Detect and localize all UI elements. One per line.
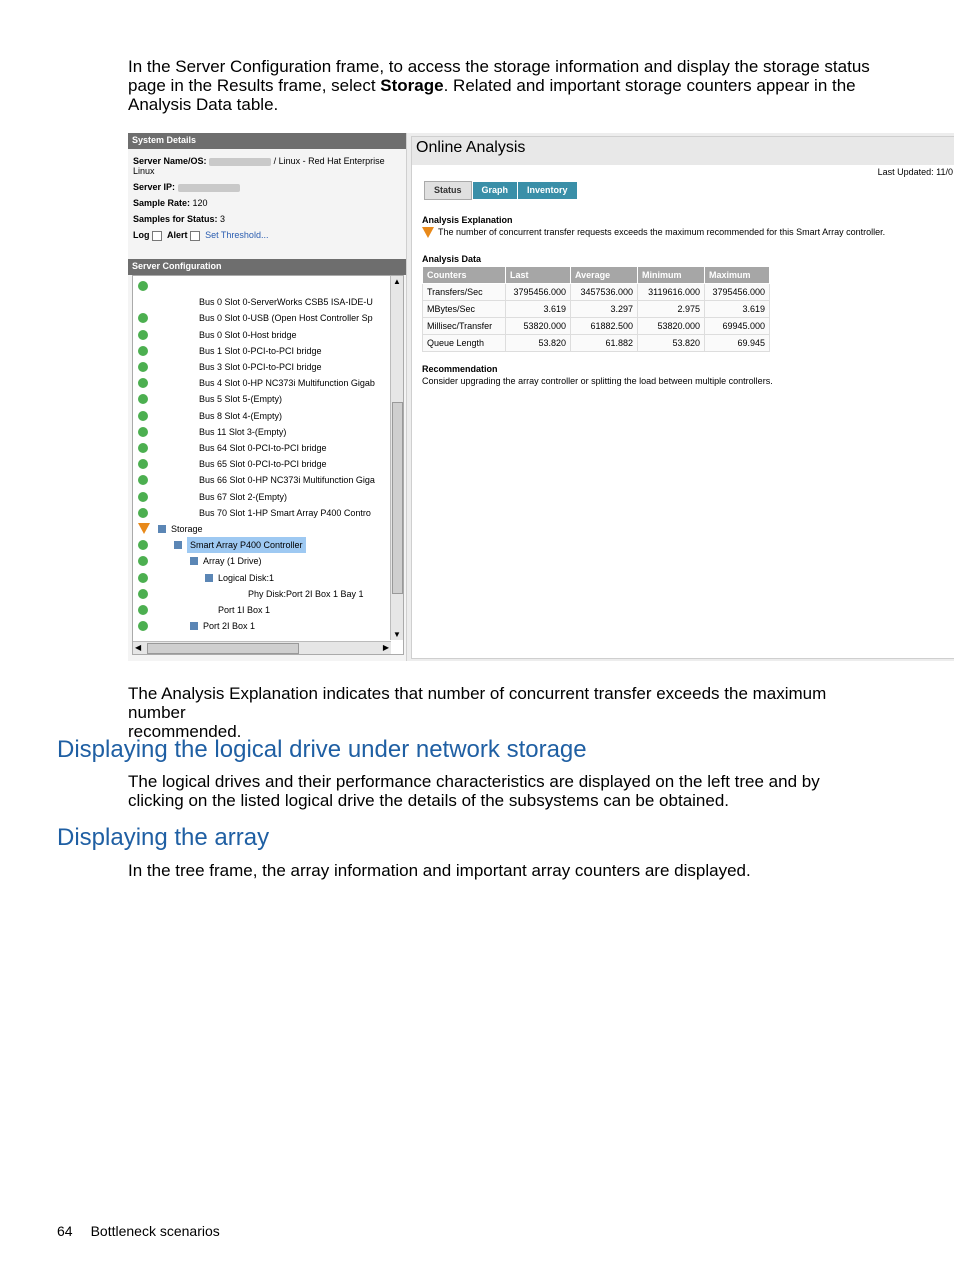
scroll-left-icon[interactable]: ◀ [135, 643, 142, 652]
tree-node-label[interactable]: Storage [171, 524, 203, 534]
table-cell: 3.297 [571, 301, 638, 318]
tree-row[interactable] [133, 521, 391, 537]
tree-row[interactable] [133, 440, 391, 456]
tab-inventory[interactable]: Inventory [518, 182, 577, 199]
after-figure-line-2: recommended. [128, 722, 242, 741]
tree-row[interactable] [133, 278, 391, 294]
table-cell: 3119616.000 [638, 284, 705, 301]
status-ok-icon [138, 605, 148, 615]
analysis-tabs [424, 181, 578, 200]
log-label: Log [133, 230, 150, 240]
table-cell: 2.975 [638, 301, 705, 318]
collapse-toggle-icon[interactable] [205, 574, 213, 582]
status-ok-icon [138, 508, 148, 518]
alert-checkbox[interactable] [190, 231, 200, 241]
tree-horizontal-scrollbar[interactable] [133, 641, 391, 654]
tree-row[interactable] [133, 618, 391, 634]
tree-node-label[interactable]: Bus 4 Slot 0-HP NC373i Multifunction Gigab [199, 378, 375, 389]
analysis-data-table [422, 266, 770, 352]
status-ok-icon [138, 492, 148, 502]
scroll-thumb[interactable] [392, 402, 403, 594]
tree-node-label[interactable]: Bus 0 Slot 0-Host bridge [199, 329, 297, 340]
table-cell: 61882.500 [571, 318, 638, 335]
status-ok-icon [138, 330, 148, 340]
status-ok-icon [138, 346, 148, 356]
table-row [423, 335, 770, 352]
tree-row[interactable] [133, 472, 391, 488]
sample-rate-label: Sample Rate: [133, 198, 191, 208]
system-details [128, 149, 406, 247]
sample-rate-row [133, 195, 401, 211]
system-details-header: System Details [128, 133, 406, 149]
tree-node-label[interactable]: Bus 67 Slot 2-(Empty) [199, 491, 288, 502]
section2-paragraph [128, 861, 878, 880]
table-header-row [423, 267, 770, 284]
status-ok-icon [138, 281, 148, 291]
table-cell: MBytes/Sec [423, 301, 506, 318]
column-header: Maximum [705, 267, 770, 284]
tree-row[interactable] [133, 537, 391, 553]
storage-status-screenshot [128, 133, 954, 661]
status-ok-icon [138, 427, 148, 437]
page-number: 64 [57, 1223, 73, 1239]
warning-icon [422, 227, 434, 238]
sample-rate-value: 120 [192, 198, 208, 208]
tree-node-label[interactable]: Smart Array P400 Controller [187, 537, 306, 553]
collapse-toggle-icon[interactable] [158, 525, 166, 533]
tree-node-label[interactable]: Bus 11 Slot 3-(Empty) [199, 426, 287, 437]
scroll-down-icon[interactable]: ▼ [393, 630, 401, 639]
chapter-title: Bottleneck scenarios [90, 1223, 220, 1239]
intro-line-2-post: . Related and important storage counters appear in the [443, 76, 856, 95]
after-figure-line-1: The Analysis Explanation indicates that number of concurrent transfer exceeds the maximum number [128, 684, 827, 722]
table-row [423, 284, 770, 301]
tree-row[interactable] [133, 343, 391, 359]
server-os: / Linux - Red Hat Enterprise [273, 156, 385, 166]
tree-row[interactable] [133, 602, 391, 618]
section1-line-2: clicking on the listed logical drive the details of the subsystems can be obtained. [128, 791, 730, 810]
tree-node-label[interactable]: Bus 65 Slot 0-PCI-to-PCI bridge [199, 459, 327, 470]
tree-node-label[interactable]: Phy Disk:Port 2I Box 1 Bay 1 [248, 588, 364, 599]
tree-row[interactable] [133, 553, 391, 569]
table-cell: 3.619 [506, 301, 571, 318]
tree-node-label[interactable]: Array (1 Drive) [203, 556, 262, 567]
section1-paragraph [128, 772, 878, 810]
tree-row[interactable] [133, 359, 391, 375]
tree-row[interactable] [133, 424, 391, 440]
status-ok-icon [138, 589, 148, 599]
status-ok-icon [138, 362, 148, 372]
intro-line-2 [128, 76, 878, 95]
tab-status[interactable]: Status [424, 181, 472, 200]
column-header: Average [571, 267, 638, 284]
storage-keyword: Storage [380, 76, 444, 95]
section2-line-1: In the tree frame, the array information and important array counters are displayed. [128, 861, 751, 880]
tree-node-label[interactable]: Port 2I Box 1 [203, 621, 256, 632]
table-cell: 53820.000 [638, 318, 705, 335]
server-ip-label: Server IP: [133, 182, 176, 192]
recommendation-header: Recommendation [422, 364, 498, 374]
tree-row[interactable] [133, 489, 391, 505]
samples-status-value: 3 [220, 214, 226, 224]
server-config-header: Server Configuration [128, 259, 406, 275]
intro-line-3: Analysis Data table. [128, 95, 279, 114]
page-footer [57, 1223, 238, 1239]
scroll-right-icon[interactable]: ▶ [382, 643, 389, 652]
tree-vertical-scrollbar[interactable] [390, 276, 403, 640]
status-ok-icon [138, 475, 148, 485]
section1-line-1: The logical drives and their performance characteristics are displayed on the left tree and by [128, 772, 820, 791]
tree-node-label[interactable]: Bus 0 Slot 0-USB (Open Host Controller Sp [199, 313, 373, 324]
analysis-explanation-header: Analysis Explanation [422, 215, 513, 225]
redacted-host [209, 158, 271, 166]
table-cell: 3795456.000 [705, 284, 770, 301]
collapse-toggle-icon[interactable] [190, 557, 198, 565]
section-heading-logical-drive: Displaying the logical drive under network storage [57, 736, 587, 763]
tree-node-label[interactable]: Bus 66 Slot 0-HP NC373i Multifunction Giga [199, 475, 375, 486]
last-updated: Last Updated: 11/0 [877, 167, 953, 177]
server-ip-row [133, 179, 401, 195]
status-ok-icon [138, 394, 148, 404]
server-config-tree [132, 275, 404, 655]
column-header: Minimum [638, 267, 705, 284]
redacted-ip [178, 184, 240, 192]
server-name-row [133, 153, 401, 169]
online-analysis-title: Online Analysis [412, 137, 954, 165]
intro-line-1: In the Server Configuration frame, to access the storage information and display the storage status [128, 57, 870, 76]
status-ok-icon [138, 411, 148, 421]
tree-node-label[interactable]: Bus 3 Slot 0-PCI-to-PCI bridge [199, 362, 322, 372]
set-threshold-link[interactable]: Set Threshold... [205, 230, 269, 240]
tree-row[interactable] [133, 586, 391, 602]
collapse-toggle-icon[interactable] [190, 622, 198, 630]
analysis-explanation [422, 227, 885, 238]
tree-row[interactable] [133, 456, 391, 472]
status-warning-icon [138, 523, 150, 534]
status-ok-icon [138, 540, 148, 550]
scroll-up-icon[interactable]: ▲ [393, 277, 401, 286]
table-cell: 53820.000 [506, 318, 571, 335]
intro-line-2-pre: page in the Results frame, select [128, 76, 381, 95]
analysis-data-header: Analysis Data [422, 254, 482, 264]
table-cell: 69945.000 [705, 318, 770, 335]
section-heading-array: Displaying the array [57, 824, 270, 851]
tree-row[interactable] [133, 505, 391, 521]
tree-node-label[interactable]: Bus 0 Slot 0-ServerWorks CSB5 ISA-IDE-U [199, 297, 373, 308]
table-row [423, 301, 770, 318]
tree-row[interactable] [133, 310, 391, 326]
table-cell: 3.619 [705, 301, 770, 318]
table-cell: 3457536.000 [571, 284, 638, 301]
status-ok-icon [138, 621, 148, 631]
tree-row[interactable] [133, 327, 391, 343]
tree-row[interactable] [133, 294, 391, 310]
hscroll-thumb[interactable] [147, 643, 299, 654]
tree-row[interactable] [133, 570, 391, 586]
table-row [423, 318, 770, 335]
table-cell: 69.945 [705, 335, 770, 352]
analysis-explanation-text: The number of concurrent transfer requests exceeds the maximum recommended for this Smart Array controller. [438, 227, 886, 237]
log-checkbox[interactable] [152, 231, 162, 241]
alert-label: Alert [167, 230, 188, 240]
tree-node-label[interactable]: Logical Disk:1 [218, 572, 275, 583]
table-cell: 53.820 [638, 335, 705, 352]
column-header: Counters [423, 267, 506, 284]
column-header: Last [506, 267, 571, 284]
server-name-label: Server Name/OS: [133, 156, 207, 166]
online-analysis-panel [411, 136, 954, 659]
tree-node-label[interactable]: Bus 5 Slot 5-(Empty) [199, 394, 283, 405]
tree-node-label[interactable]: Port 1I Box 1 [218, 605, 271, 615]
tab-graph[interactable]: Graph [473, 182, 518, 199]
intro-paragraph [128, 57, 878, 114]
tree-node-label[interactable]: Bus 64 Slot 0-PCI-to-PCI bridge [199, 443, 327, 453]
table-cell: Transfers/Sec [423, 284, 506, 301]
tree-node-label[interactable]: Bus 8 Slot 4-(Empty) [199, 410, 283, 421]
status-ok-icon [138, 443, 148, 453]
status-ok-icon [138, 573, 148, 583]
status-ok-icon [138, 313, 148, 323]
tree-row[interactable] [133, 408, 391, 424]
tree-node-label[interactable]: Bus 70 Slot 1-HP Smart Array P400 Contro [199, 507, 371, 518]
table-cell: 61.882 [571, 335, 638, 352]
table-cell: 53.820 [506, 335, 571, 352]
after-figure-paragraph [128, 684, 878, 741]
collapse-toggle-icon[interactable] [174, 541, 182, 549]
recommendation-text: Consider upgrading the array controller or splitting the load between multiple controllers. [422, 376, 773, 386]
log-alert-row [133, 227, 401, 243]
server-os-cont: Linux [133, 166, 155, 176]
table-cell: 3795456.000 [506, 284, 571, 301]
samples-status-row [133, 211, 401, 227]
tree-row[interactable] [133, 391, 391, 407]
status-ok-icon [138, 378, 148, 388]
table-cell: Queue Length [423, 335, 506, 352]
status-ok-icon [138, 556, 148, 566]
left-panel [128, 133, 407, 661]
tree-row[interactable] [133, 375, 391, 391]
table-cell: Millisec/Transfer [423, 318, 506, 335]
status-ok-icon [138, 459, 148, 469]
tree-node-label[interactable]: Bus 1 Slot 0-PCI-to-PCI bridge [199, 345, 322, 356]
samples-status-label: Samples for Status: [133, 214, 218, 224]
